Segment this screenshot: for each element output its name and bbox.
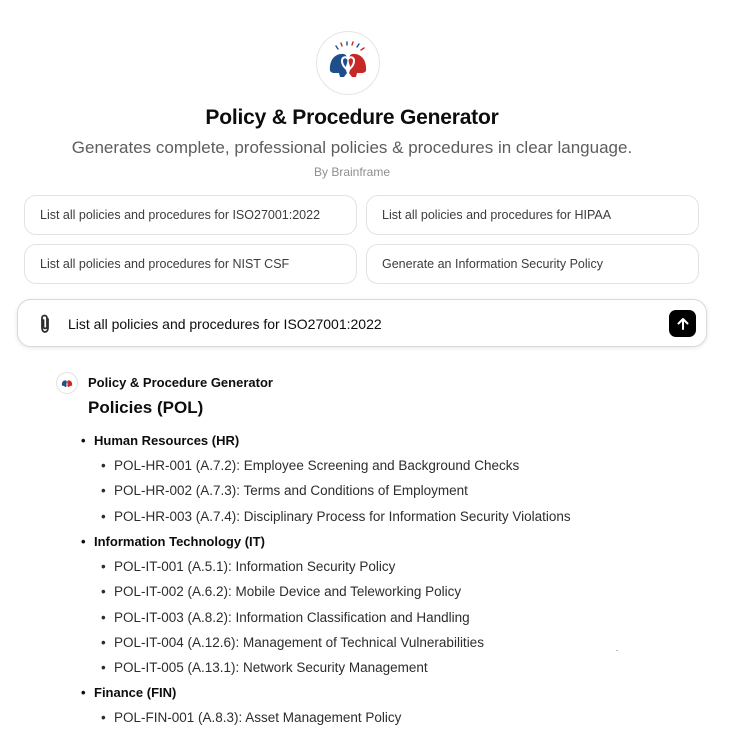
list-item: • POL-IT-005 (A.13.1): Network Security Management: [101, 660, 428, 675]
assistant-name: Policy & Procedure Generator: [88, 375, 273, 390]
assistant-avatar: [56, 372, 78, 394]
gpt-description: Generates complete, professional policies & procedures in clear language.: [71, 138, 633, 157]
starter-nist-csf[interactable]: List all policies and procedures for NIST CSF: [24, 244, 357, 284]
list-item: • POL-HR-003 (A.7.4): Disciplinary Process for Information Security Violations: [101, 509, 571, 524]
list-item-text: POL-IT-002 (A.6.2): Mobile Device and Teleworking Policy: [114, 584, 462, 599]
list-item-text: POL-IT-003 (A.8.2): Information Classification and Handling: [114, 610, 470, 625]
list-item-text: POL-IT-005 (A.13.1): Network Security Management: [114, 660, 428, 675]
arrow-up-icon: [676, 317, 690, 331]
list-item: • POL-FIN-001 (A.8.3): Asset Management Policy: [101, 710, 402, 725]
section-it: • Information Technology (IT): [81, 534, 265, 549]
section-hr-label: Human Resources (HR): [94, 433, 240, 448]
section-fin-label: Finance (FIN): [94, 685, 177, 700]
list-item-text: POL-FIN-001 (A.8.3): Asset Management Policy: [114, 710, 402, 725]
list-item-text: POL-IT-001 (A.5.1): Information Security Policy: [114, 559, 396, 574]
list-item: • POL-HR-002 (A.7.3): Terms and Conditions of Employment: [101, 483, 468, 498]
paperclip-icon[interactable]: [35, 313, 55, 335]
list-item-text: POL-IT-004 (A.12.6): Management of Technical Vulnerabilities: [114, 635, 484, 650]
starter-hipaa[interactable]: List all policies and procedures for HIPAA: [366, 195, 699, 235]
starter-infosec-policy[interactable]: Generate an Information Security Policy: [366, 244, 699, 284]
list-item: • POL-IT-004 (A.12.6): Management of Technical Vulnerabilities: [101, 635, 484, 650]
list-item: • POL-IT-003 (A.8.2): Information Classification and Handling: [101, 610, 470, 625]
list-item: • POL-IT-001 (A.5.1): Information Security Policy: [101, 559, 396, 574]
starter-iso27001[interactable]: List all policies and procedures for ISO27001:2022: [24, 195, 357, 235]
gpt-byline: By Brainframe: [313, 165, 391, 179]
section-hr: • Human Resources (HR): [81, 433, 240, 448]
section-fin: • Finance (FIN): [81, 685, 177, 700]
cursor-speck: [616, 650, 618, 651]
send-button[interactable]: [669, 310, 696, 337]
response-heading: Policies (POL): [88, 398, 204, 417]
section-it-label: Information Technology (IT): [94, 534, 265, 549]
gpt-title: Policy & Procedure Generator: [205, 106, 499, 129]
list-item: • POL-HR-001 (A.7.2): Employee Screening and Background Checks: [101, 458, 520, 473]
message-composer: [17, 299, 707, 347]
gpt-logo: [316, 31, 380, 95]
list-item-text: POL-HR-002 (A.7.3): Terms and Conditions of Employment: [114, 483, 468, 498]
message-input[interactable]: [68, 314, 658, 334]
list-item-text: POL-HR-003 (A.7.4): Disciplinary Process for Information Security Violations: [114, 509, 571, 524]
list-item: • POL-IT-002 (A.6.2): Mobile Device and Teleworking Policy: [101, 584, 462, 599]
list-item-text: POL-HR-001 (A.7.2): Employee Screening and Background Checks: [114, 458, 520, 473]
